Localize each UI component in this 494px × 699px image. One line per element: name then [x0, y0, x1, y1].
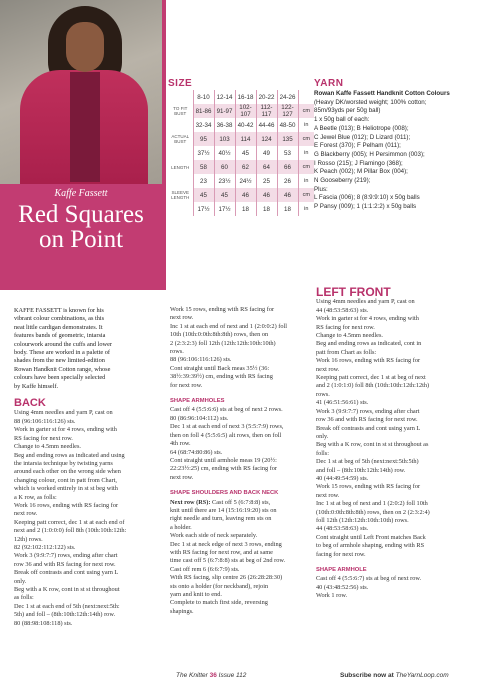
- title-box: [0, 184, 162, 290]
- size-cell: 24½: [235, 174, 256, 188]
- size-row: [168, 160, 314, 174]
- size-cell: 102-107: [235, 104, 256, 118]
- text-line: 40 (44:49:54:59) sts.: [316, 474, 369, 482]
- size-unit: in: [298, 202, 314, 216]
- yarn-colour: A Beetle (013); B Heliotrope (008);: [314, 124, 409, 132]
- text-line: Dec 1 st at each end of next 3 (5:5:7:9) rows,: [170, 423, 284, 431]
- back-para: [170, 365, 312, 390]
- size-row-label: [168, 146, 193, 160]
- text-line: Inc 1 st at each end of next and 1 (2:0:0:2) foll: [170, 322, 287, 330]
- size-cell: 44-46: [256, 118, 277, 132]
- text-line: Using 4mm needles and yarn P, cast on: [14, 409, 113, 417]
- text-line: Keeping patt correct, dec 1 st at each end of: [14, 518, 125, 526]
- size-cell: 17½: [193, 202, 214, 216]
- front-para: [316, 534, 486, 559]
- size-row: [168, 188, 314, 202]
- text-line: Inc 1 st at beg of next and 1 (2:0:2) foll 10th: [316, 500, 428, 508]
- back-para-rest: [170, 507, 312, 574]
- size-cell: 20-22: [256, 90, 277, 104]
- text-line: Dec 1 st at neck edge of next 3 rows, ending: [170, 540, 282, 548]
- text-line: foll 12th (12th:12th:10th:10th) rows.: [316, 516, 409, 524]
- yarn-colour: I Rosso (215); J Flamingo (368);: [314, 159, 403, 167]
- text-line: which is worked entirely in st st beg with: [14, 485, 118, 493]
- footer-mag: The Knitter 36 Issue 112: [176, 672, 247, 679]
- yarn-desc: (Heavy DK/worsted weight; 100% cotton;: [314, 98, 427, 106]
- text-line: as folls:: [14, 594, 34, 602]
- text-line: RS facing for next row.: [14, 434, 73, 442]
- footer-site-link[interactable]: TheYarnLoop.com: [395, 672, 449, 679]
- back-para: [14, 569, 160, 628]
- yarn-desc: 85m/93yds per 50g ball): [314, 107, 381, 115]
- text-line: vibrant colour combinations, as this: [14, 315, 105, 323]
- size-cell: 45: [235, 146, 256, 160]
- text-line: Work 3 (9:9:7:7) rows, ending after chart: [14, 552, 118, 560]
- model-top: [70, 72, 100, 182]
- size-cell: 12-14: [214, 90, 235, 104]
- text-line: Work 16 rows, ending with RS facing for: [14, 501, 119, 509]
- size-cell: 17½: [214, 202, 235, 216]
- size-cell: 62: [235, 160, 256, 174]
- text-line: 88 (96:106:116:126) sts.: [170, 356, 232, 364]
- text-line: rows.: [316, 390, 330, 398]
- text-line: Beg with a K row, cont in st st throughout as: [316, 441, 429, 449]
- next-row-label: Next row (RS):: [170, 498, 211, 506]
- shape-shoulders-heading: SHAPE SHOULDERS AND BACK NECK: [170, 490, 279, 497]
- text-line: a K row, as folls:: [14, 493, 57, 501]
- text-line: by Kaffe himself.: [14, 382, 59, 390]
- size-cell: 53: [277, 146, 298, 160]
- size-cell: 48-50: [277, 118, 298, 132]
- text-line: Break off contrasts and cont using yarn L: [14, 569, 119, 577]
- size-row-label: [168, 90, 193, 104]
- text-line: Keeping patt correct, dec 1 st at beg of next: [316, 374, 426, 382]
- size-unit: [298, 90, 314, 104]
- size-table: [168, 90, 314, 216]
- next-row-text: Cast off 5 (6:7:8:8) sts,: [210, 498, 271, 506]
- size-cell: 135: [277, 132, 298, 146]
- text-line: 4th row.: [170, 440, 191, 448]
- text-line: Work in garter st for 4 rows, ending with: [316, 315, 419, 323]
- yarn-colour: C Jewel Blue (012); D Lizard (011);: [314, 133, 411, 141]
- text-line: With RS facing, slip centre 26 (26:28:28:30): [170, 574, 283, 582]
- text-line: Cont straight until Back meas 35½ (36:: [170, 364, 270, 372]
- size-unit: cm: [298, 188, 314, 202]
- text-line: changing colour, cont in patt from Chart,: [14, 476, 117, 484]
- front-para: [316, 575, 486, 600]
- size-cell: 122-127: [277, 104, 298, 118]
- text-line: Beg with a K row, cont in st st throughout: [14, 586, 120, 593]
- column-1: [14, 307, 160, 628]
- text-line: rows.: [170, 348, 184, 356]
- text-line: (10th:0:0th:8th:8th) rows, then on 2 (2:3:2:4): [316, 508, 430, 516]
- yarn-colour: L Fascia (006); 8 (8:9:9:10) x 50g balls: [314, 194, 420, 202]
- back-para: [14, 409, 160, 443]
- text-line: shades from the new limited-edition: [14, 357, 105, 365]
- text-line: 41 (46:51:56:61) sts.: [316, 399, 369, 407]
- size-cell: 81-86: [193, 104, 214, 118]
- text-line: Change to 4.5mm needles.: [316, 332, 383, 340]
- yarn-colour: N Gooseberry (219);: [314, 177, 371, 185]
- intro-text: [14, 307, 160, 391]
- text-line: Complete to match first side, reversing: [170, 599, 268, 607]
- text-line: next row.: [170, 314, 194, 322]
- text-line: Cast off 4 (5:5:6:6) sts at beg of next 2 rows.: [170, 406, 283, 414]
- front-para: [316, 298, 486, 332]
- text-line: RS facing for next row.: [316, 323, 375, 331]
- text-line: 40 (43:48:52:56) sts.: [316, 583, 369, 591]
- text-line: Using 4mm needles and yarn P, cast on: [316, 298, 415, 306]
- text-line: yarn and knit to end.: [170, 591, 222, 598]
- text-line: 10th (10th:0:0th:8th:8th) rows, then on: [170, 331, 269, 339]
- text-line: the intarsia technique by twisting yarns: [14, 459, 113, 467]
- text-line: Cast off rem 6 (6:6:7:9) sts.: [170, 565, 240, 573]
- text-line: Change to 4.5mm needles.: [14, 443, 81, 451]
- text-line: next row.: [316, 491, 340, 499]
- size-unit: in: [298, 146, 314, 160]
- page-number: 36: [209, 672, 217, 679]
- size-row: [168, 174, 314, 188]
- yarn-plus: Plus:: [314, 185, 328, 193]
- text-line: KAFFE FASSETT is known for his: [14, 307, 104, 314]
- accent-strip: [162, 0, 166, 290]
- column-2: [170, 306, 312, 616]
- back-heading: BACK: [14, 397, 46, 410]
- text-line: Break off contrasts and cont using yarn L: [316, 424, 421, 432]
- text-line: row 36 and with RS facing for next row.: [316, 416, 418, 424]
- size-cell: 124: [256, 132, 277, 146]
- size-cell: 40½: [214, 146, 235, 160]
- yarn-details: [314, 90, 490, 212]
- size-cell: 36-38: [214, 118, 235, 132]
- text-line: 82 (92:102:112:122) sts.: [14, 543, 76, 551]
- size-cell: 112-117: [256, 104, 277, 118]
- text-line: Cont straight until armhole meas 19 (20½:: [170, 456, 277, 464]
- text-line: next row.: [170, 473, 194, 481]
- size-unit: cm: [298, 132, 314, 146]
- text-line: Cont straight until Left Front matches Back: [316, 533, 426, 541]
- size-unit: cm: [298, 104, 314, 118]
- text-line: neat little cardigan demonstrates. It: [14, 323, 103, 331]
- text-line: 88 (96:106:116:126) sts.: [14, 417, 76, 425]
- size-row: [168, 104, 314, 118]
- front-para: [316, 425, 486, 501]
- text-line: for next row.: [170, 381, 203, 389]
- text-line: Work 1 row.: [316, 592, 348, 600]
- size-cell: 91-97: [214, 104, 235, 118]
- text-line: 44 (48:53:58:63) sts.: [316, 525, 369, 533]
- shape-armhole-heading: SHAPE ARMHOLE: [316, 567, 367, 573]
- size-unit: in: [298, 118, 314, 132]
- size-cell: 32-34: [193, 118, 214, 132]
- text-line: with RS facing for next row, and at same: [170, 548, 273, 556]
- text-line: Cast off 4 (5:5:6:7) sts at beg of next row.: [316, 575, 422, 583]
- yarn-desc: 1 x 50g ball of each:: [314, 116, 370, 124]
- size-cell: 25: [256, 174, 277, 188]
- text-line: Work each side of neck separately.: [170, 532, 258, 540]
- back-para: [170, 574, 312, 616]
- text-line: 12th) rows.: [14, 535, 43, 543]
- size-cell: 18: [235, 202, 256, 216]
- size-cell: 23½: [214, 174, 235, 188]
- footer-subscribe: Subscribe now at TheYarnLoop.com: [340, 672, 449, 679]
- yarn-colour: E Forest (370); F Pelham (011);: [314, 142, 401, 150]
- text-line: a holder.: [170, 523, 192, 531]
- hero-photo: [0, 0, 162, 184]
- size-cell: 46: [256, 188, 277, 202]
- text-line: patt from Chart as folls:: [316, 348, 377, 356]
- text-line: folls:: [316, 449, 329, 457]
- size-cell: 18: [256, 202, 277, 216]
- size-cell: 64: [256, 160, 277, 174]
- size-cell: 103: [214, 132, 235, 146]
- size-cell: 8-10: [193, 90, 214, 104]
- text-line: Work 3 (9:9:7:7) rows, ending after chart: [316, 407, 420, 415]
- text-line: and 2 (1:0:1:0) foll 8th (10th:10th:12th:12th): [316, 382, 430, 390]
- size-row: [168, 132, 314, 146]
- size-row-label: [168, 118, 193, 132]
- size-unit: cm: [298, 160, 314, 174]
- text-line: 5th) and foll – (8th:10th:12th:14th) row.: [14, 611, 116, 619]
- text-line: 38½:39:39½) cm, ending with RS facing: [170, 373, 273, 381]
- size-row-label: [168, 174, 193, 188]
- front-para: [316, 332, 486, 424]
- size-cell: 49: [256, 146, 277, 160]
- back-para: [170, 323, 312, 365]
- shape-armholes-heading: SHAPE ARMHOLES: [170, 398, 225, 405]
- size-cell: 46: [235, 188, 256, 202]
- text-line: Dec 1 st at each end of 5th (next:next:5th:: [14, 602, 120, 610]
- size-row-label: LENGTH: [171, 164, 190, 170]
- page-footer: [0, 672, 494, 686]
- text-line: sts onto a holder (for neckband), rejoin: [170, 582, 269, 590]
- text-line: Rowan Handknit Cotton range, whose: [14, 365, 111, 373]
- size-cell: 66: [277, 160, 298, 174]
- text-line: Beg and ending rows as indicated and using: [14, 451, 125, 459]
- column-3: [316, 285, 486, 601]
- text-line: row 36 and with RS facing for next row.: [14, 560, 116, 568]
- text-line: 2 (2:3:2:3) foll 12th (12th:12th:10th:10th): [170, 339, 276, 347]
- text-line: right needle and turn, leaving rem sts on: [170, 515, 272, 523]
- text-line: Dec 1 st at beg of 5th (next:next:5th:5th): [316, 458, 419, 466]
- back-para: [170, 306, 312, 323]
- text-line: 80 (86:96:104:112) sts.: [170, 414, 229, 422]
- size-cell: 95: [193, 132, 214, 146]
- text-line: colours have been specially selected: [14, 374, 106, 382]
- text-line: Beg and ending rows as indicated, cont in: [316, 340, 422, 348]
- size-cell: 26: [277, 174, 298, 188]
- text-line: 80 (88:98:108:118) sts.: [14, 619, 73, 627]
- back-para: [170, 457, 312, 482]
- text-line: shapings.: [170, 607, 194, 615]
- size-cell: 60: [214, 160, 235, 174]
- text-line: around each other on the wrong side when: [14, 468, 121, 476]
- yarn-brand: Rowan Kaffe Fassett Handknit Cotton Colours: [314, 90, 450, 97]
- text-line: 44 (48:53:58:63) sts.: [316, 306, 369, 314]
- text-line: 22:23½:25) cm, ending with RS facing for: [170, 465, 278, 473]
- text-line: knit until there are 14 (15:16:19:20) sts on: [170, 506, 277, 514]
- text-line: then on foll 4 (5:5:6:5) alt rows, then on foll: [170, 431, 282, 439]
- size-cell: 58: [193, 160, 214, 174]
- size-row-label: TO FIT BUST: [173, 106, 188, 116]
- size-cell: 18: [277, 202, 298, 216]
- size-cell: 114: [235, 132, 256, 146]
- size-unit: in: [298, 174, 314, 188]
- text-line: Work in garter st for 4 rows, ending with: [14, 426, 117, 434]
- size-row: [168, 118, 314, 132]
- text-line: to beg of armhole shaping, ending with RS: [316, 542, 425, 550]
- size-row: [168, 90, 314, 104]
- size-cell: 16-18: [235, 90, 256, 104]
- text-line: Work 15 rows, ending with RS facing for: [316, 483, 421, 491]
- size-cell: 23: [193, 174, 214, 188]
- text-line: next and 2 (1:0:0:0) foll 8th (10th:10th:12th:: [14, 527, 127, 535]
- text-line: next row.: [316, 365, 340, 373]
- text-line: colourwork around the cuffs and lower: [14, 340, 112, 348]
- yarn-colour: G Blackberry (005); H Persimmon (003);: [314, 150, 425, 158]
- size-row: [168, 146, 314, 160]
- size-cell: 45: [214, 188, 235, 202]
- size-cell: 40-42: [235, 118, 256, 132]
- pattern-title: Red Squares on Point: [18, 201, 144, 253]
- back-para: [170, 406, 312, 456]
- size-row: [168, 202, 314, 216]
- text-line: and foll – (8th:10th:12th:14th) row.: [316, 466, 406, 474]
- size-cell: 46: [277, 188, 298, 202]
- model-face: [66, 22, 104, 72]
- text-line: features bands of geometric, intarsia: [14, 332, 106, 340]
- size-row-label: ACTUAL BUST: [171, 134, 190, 144]
- size-heading: SIZE: [168, 78, 193, 89]
- text-line: only.: [316, 432, 329, 440]
- text-line: facing for next row.: [316, 550, 366, 558]
- text-line: body. These are worked in a palette of: [14, 349, 110, 357]
- text-line: Work 15 rows, ending with RS facing for: [170, 306, 275, 313]
- size-cell: 24-26: [277, 90, 298, 104]
- size-row-label: [168, 202, 193, 216]
- designer-name: Kaffe Fassett: [54, 188, 108, 199]
- text-line: next row.: [14, 510, 38, 518]
- front-para: [316, 500, 486, 534]
- text-line: only.: [14, 577, 27, 585]
- yarn-colour: K Peach (002); M Pillar Box (004);: [314, 168, 408, 176]
- back-para: [170, 499, 312, 575]
- left-front-heading: LEFT FRONT: [316, 285, 391, 299]
- size-cell: 37½: [193, 146, 214, 160]
- text-line: Work 16 rows, ending with RS facing for: [316, 357, 421, 365]
- size-row-label: SLEEVE LENGTH: [171, 190, 190, 200]
- yarn-colour: P Pansy (009); 1 (1:1:2:2) x 50g balls: [314, 203, 417, 211]
- back-para: [14, 443, 160, 569]
- text-line: time cast off 5 (6:7:8:8) sts at beg of 2nd row.: [170, 557, 286, 565]
- yarn-heading: YARN: [314, 78, 344, 89]
- size-cell: 45: [193, 188, 214, 202]
- text-line: 64 (68:74:80:86) sts.: [170, 448, 223, 456]
